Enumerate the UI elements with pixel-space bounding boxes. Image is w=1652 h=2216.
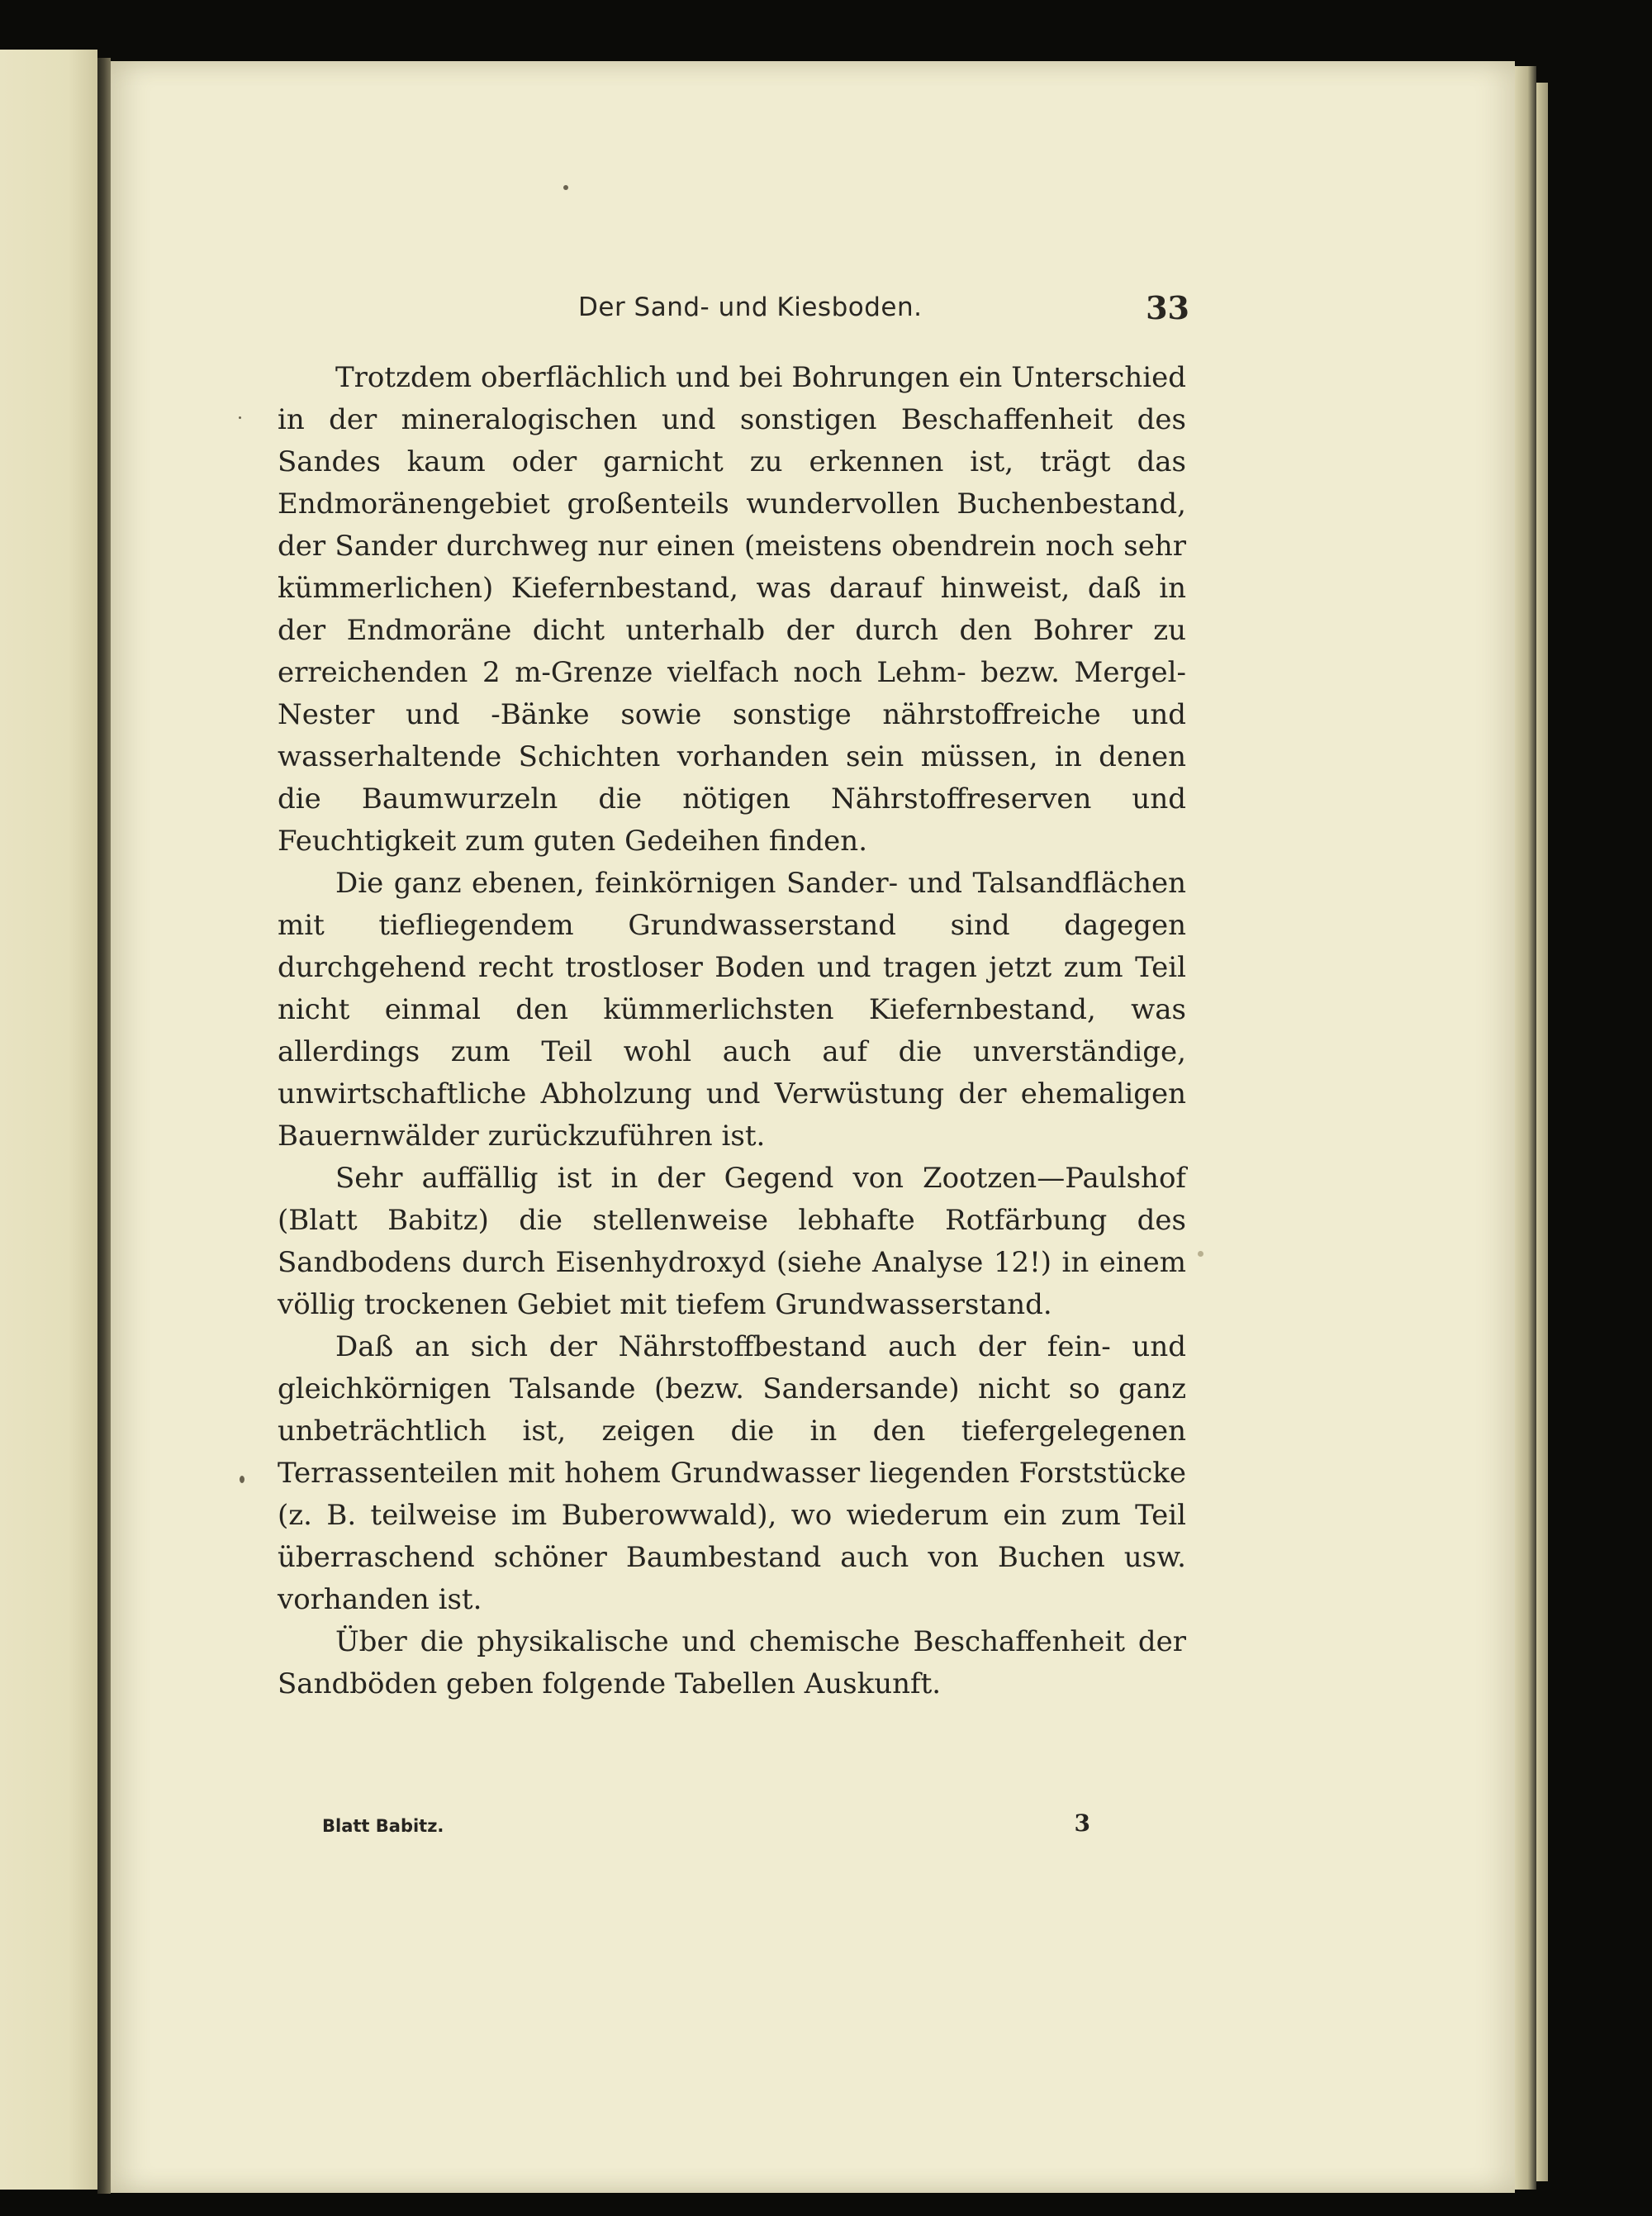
page-footer [322,1809,1090,1843]
page-stack-edge [1515,66,1536,2190]
paragraph: Sehr auffällig ist in der Gegend von Zootzen—Paulshof (Blatt Babitz) die stellenweise lebhafte Rotfärbung des Sandbodens durch Eisenhydroxyd (siehe Analyse 12!) in einem völlig trockenen Gebiet mit tiefem Grundwasserstand. [278,1162,1186,1321]
page-stack-edge-inner [1536,83,1548,2181]
paragraph: Daß an sich der Nährstoffbestand auch der fein- und gleichkörnigen Talsande (bezw. Sandersande) nicht so ganz unbeträchtlich ist, zeigen die in den tiefergelegenen Terrassenteilen mit hohem Grundwasser liegenden Forststücke (z. B. teilweise im Buberowwald), wo wiederum ein zum Teil überraschend schöner Baumbestand auch von Buchen usw. vorhanden ist. [278,1330,1186,1616]
paragraph: Die ganz ebenen, feinkörnigen Sander- und Talsandflächen mit tiefliegendem Grundwasserstand sind dagegen durchgehend recht trostloser Boden und tragen jetzt zum Teil nicht einmal den kümmerlichsten Kiefernbestand, was allerdings zum Teil wohl auch auf die unverständige, unwirtschaftliche Abholzung und Verwüstung der ehemaligen Bauernwälder zurückzuführen ist. [278,867,1186,1153]
paragraph: Trotzdem oberflächlich und bei Bohrungen ein Unterschied in der mineralogischen und sonstigen Beschaffenheit des Sandes kaum oder garnicht zu erkennen ist, trägt das Endmoränengebiet großenteils wundervollen Buchenbestand, der Sander durchweg nur einen (meistens obendrein noch sehr kümmerlichen) Kiefernbestand, was darauf hinweist, daß in der Endmoräne dicht unterhalb der durch den Bohrer zu erreichenden 2 m-Grenze vielfach noch Lehm- bezw. Mergel-Nester und -Bänke sowie sonstige nährstoffreiche und wasserhaltende Schichten vorhanden sein müssen, in denen die Baumwurzeln die nötigen Nährstoffreserven und Feuchtigkeit zum guten Gedeihen finden. [278,361,1186,858]
page-number: 33 [1146,289,1189,326]
book-gutter [97,58,111,2194]
running-title: Der Sand- und Kiesboden. [578,292,923,322]
paragraph: Über die physikalische und chemische Beschaffenheit der Sandböden geben folgende Tabellen Auskunft. [278,1625,1186,1700]
body-text [278,357,1186,1705]
sheet-signature: Blatt Babitz. [322,1816,444,1836]
running-header [578,289,1189,330]
signature-number: 3 [1074,1809,1090,1837]
previous-page-edge [0,50,97,2190]
